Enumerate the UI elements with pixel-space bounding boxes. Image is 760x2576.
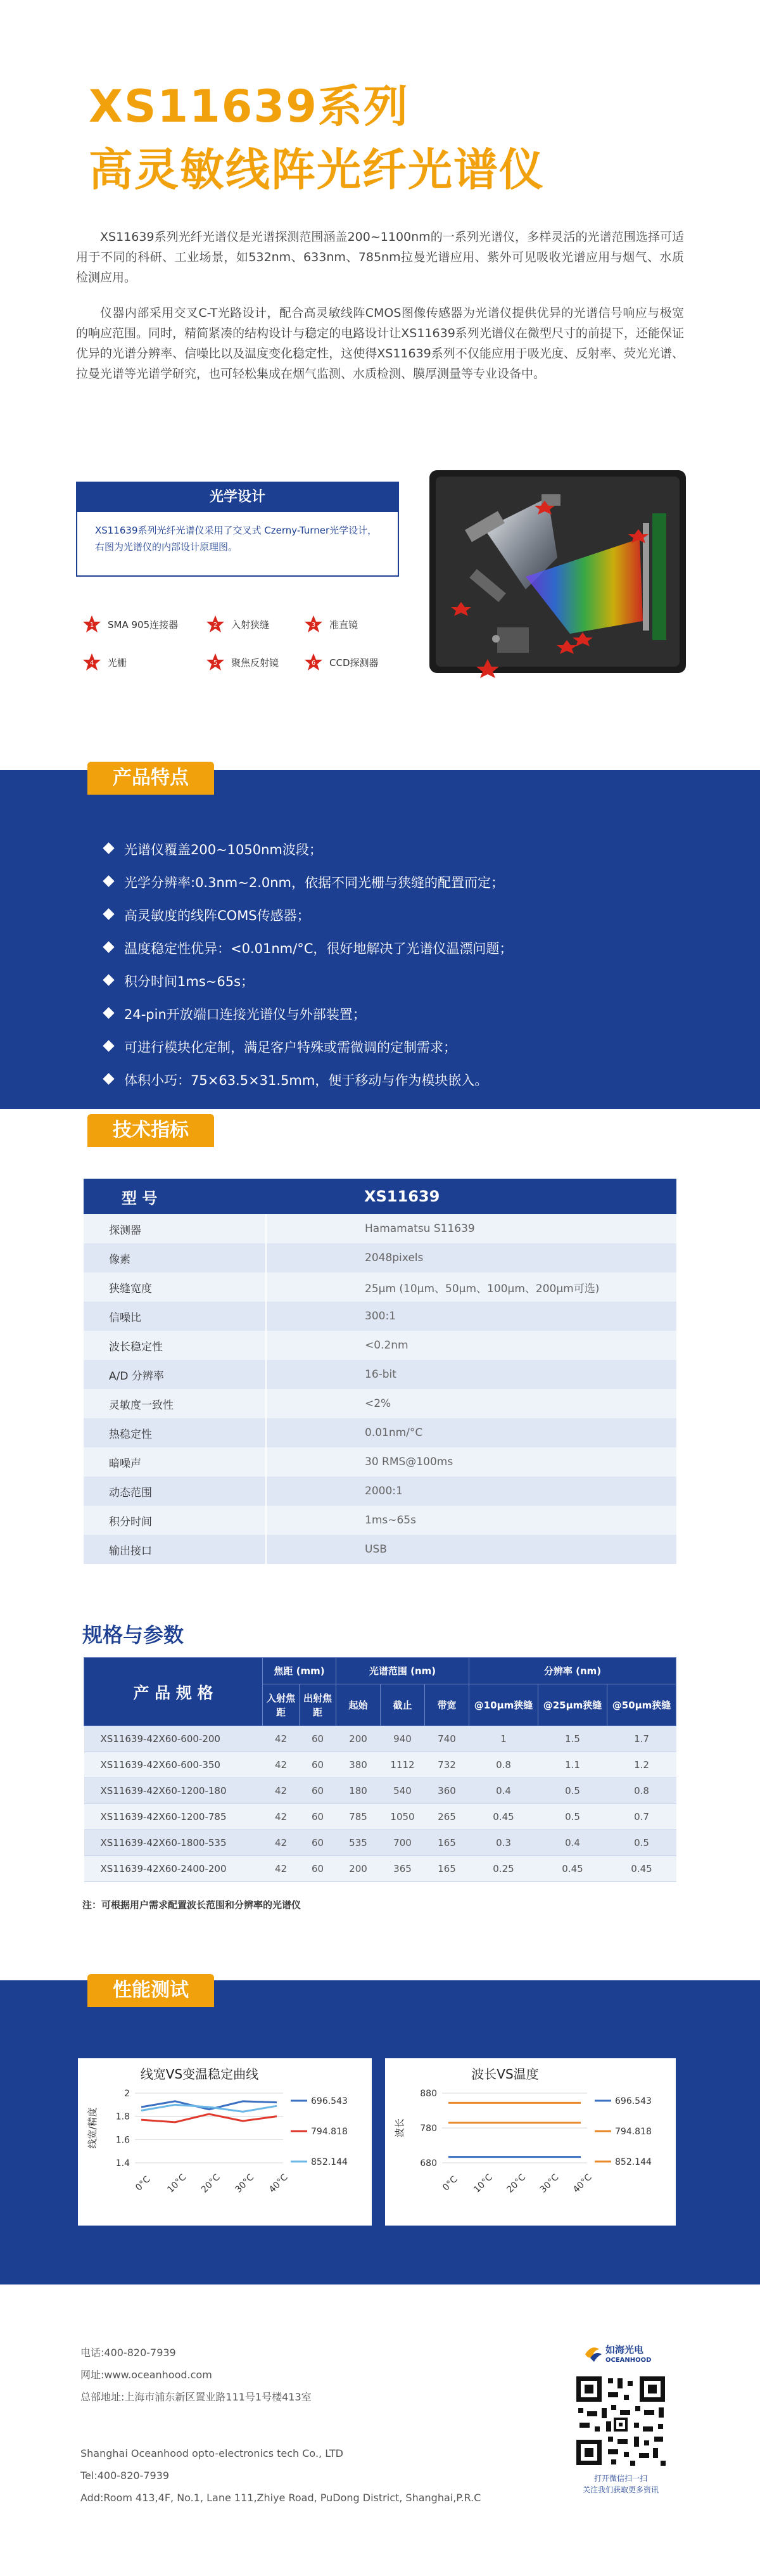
legend-label: CCD探测器 xyxy=(329,657,379,669)
x-tick-label: 10°C xyxy=(472,2172,495,2195)
footer-addr-en: Add:Room 413,4F, No.1, Lane 111,Zhiye Road, PuDong District, Shanghai,P.R.C xyxy=(80,2492,481,2504)
diamond-bullet-icon xyxy=(103,875,114,887)
feature-item: 24-pin开放端口连接光谱仪与外部装置； xyxy=(104,998,674,1031)
table-row: XS11639-42X60-1200-785 42 60 785 1050 265 0.45 0.5 0.7 xyxy=(84,1804,676,1830)
table-row: 热稳定性 0.01nm/°C xyxy=(84,1418,676,1447)
legend-label: 准直镜 xyxy=(329,618,358,631)
company-logo xyxy=(583,2342,659,2367)
y-tick-label: 2 xyxy=(124,2089,130,2099)
params-header-range: 光谱范围 (nm) xyxy=(336,1658,469,1684)
x-tick-label: 20°C xyxy=(199,2172,222,2195)
table-row: XS11639-42X60-1200-180 42 60 180 540 360 0.4 0.5 0.8 xyxy=(84,1778,676,1804)
legend-label: 聚焦反射镜 xyxy=(231,657,279,669)
table-row: 动态范围 2000:1 xyxy=(84,1477,676,1506)
performance-tag: 性能测试 xyxy=(87,1974,214,2007)
svg-text:5: 5 xyxy=(213,660,218,667)
legend-item xyxy=(206,653,279,672)
marker-2-icon xyxy=(206,615,225,634)
params-header-res: 分辨率 (nm) xyxy=(469,1658,676,1684)
table-row: XS11639-42X60-1800-535 42 60 535 700 165 0.3 0.4 0.5 xyxy=(84,1830,676,1856)
diamond-bullet-icon xyxy=(103,1007,114,1018)
diamond-bullet-icon xyxy=(103,974,114,985)
table-row: 像素 2048pixels xyxy=(84,1243,676,1272)
spectrometer-diagram xyxy=(424,469,690,678)
y-tick-label: 780 xyxy=(420,2124,437,2134)
y-tick-label: 1.8 xyxy=(115,2111,130,2122)
optical-design-box xyxy=(76,482,399,577)
x-tick-label: 0°C xyxy=(441,2174,460,2193)
legend-item xyxy=(304,653,379,672)
legend-label: 入射狭缝 xyxy=(231,618,270,631)
params-header-focal: 焦距 (mm) xyxy=(263,1658,336,1684)
params-table xyxy=(84,1657,676,1882)
chart-svg xyxy=(78,2058,372,2226)
svg-text:OCEANHOOD: OCEANHOOD xyxy=(605,2357,652,2364)
feature-item: 光学分辨率:0.3nm~2.0nm，依据不同光栅与狭缝的配置而定； xyxy=(104,866,674,899)
qr-caption-2: 关注我们获取更多资讯 xyxy=(582,2485,659,2494)
diamond-bullet-icon xyxy=(103,1073,114,1084)
feature-item: 光谱仪覆盖200~1050nm波段； xyxy=(104,833,674,866)
svg-text:如海光电: 如海光电 xyxy=(605,2344,644,2355)
legend-label: 794.818 xyxy=(615,2127,652,2137)
features-tag: 产品特点 xyxy=(87,762,214,795)
features-list xyxy=(104,833,674,1097)
optical-design-heading: 光学设计 xyxy=(77,483,398,512)
optical-design-text: XS11639系列光纤光谱仪采用了交叉式 Czerny-Turner光学设计，右图为光谱仪的内部设计原理图。 xyxy=(95,525,377,553)
legend-label: 696.543 xyxy=(311,2096,348,2106)
series-line xyxy=(141,2114,277,2122)
marker-3-icon xyxy=(304,615,323,634)
table-row: 积分时间 1ms~65s xyxy=(84,1506,676,1535)
feature-item: 可进行模块化定制，满足客户特殊或需微调的定制需求； xyxy=(104,1031,674,1064)
y-axis-label: 波长 xyxy=(394,2118,405,2138)
svg-text:4: 4 xyxy=(89,660,94,667)
marker-4-icon xyxy=(82,653,101,672)
x-tick-label: 40°C xyxy=(571,2172,594,2195)
footer-web[interactable]: 网址:www.oceanhood.com xyxy=(80,2369,212,2381)
svg-text:6: 6 xyxy=(311,660,316,667)
feature-item: 积分时间1ms~65s； xyxy=(104,965,674,998)
marker-6-icon xyxy=(304,653,323,672)
x-tick-label: 30°C xyxy=(538,2172,561,2195)
svg-text:1: 1 xyxy=(89,622,94,629)
legend-label: 794.818 xyxy=(311,2127,348,2137)
diamond-bullet-icon xyxy=(103,1040,114,1051)
table-row: 灵敏度一致性 <2% xyxy=(84,1389,676,1418)
diamond-bullet-icon xyxy=(103,908,114,920)
x-tick-label: 40°C xyxy=(267,2172,290,2195)
y-tick-label: 1.4 xyxy=(115,2158,130,2169)
table-row: 信噪比 300:1 xyxy=(84,1302,676,1331)
table-row: 波长稳定性 <0.2nm xyxy=(84,1331,676,1360)
x-tick-label: 0°C xyxy=(134,2174,153,2193)
table-row: 狭缝宽度 25μm (10μm、50μm、100μm、200μm可选) xyxy=(84,1272,676,1302)
marker-5-icon xyxy=(206,653,225,672)
chart-title: 波长VS温度 xyxy=(471,2067,539,2082)
table-row: XS11639-42X60-600-200 42 60 200 940 740 1 1.5 1.7 xyxy=(84,1726,676,1752)
specs-tag: 技术指标 xyxy=(87,1114,214,1147)
svg-text:3: 3 xyxy=(311,622,316,629)
footer-phone: 电话:400-820-7939 xyxy=(80,2347,176,2359)
series-line xyxy=(141,2101,277,2110)
x-tick-label: 10°C xyxy=(165,2172,189,2195)
legend-item xyxy=(304,615,358,634)
legend-label: 852.144 xyxy=(615,2157,652,2167)
y-axis-label: 线宽/精度 xyxy=(87,2107,98,2149)
chart-wavelength-vs-temp xyxy=(383,2056,678,2227)
page-title-line2: 高灵敏线阵光纤光谱仪 xyxy=(89,144,545,196)
table-row: 输出接口 USB xyxy=(84,1535,676,1564)
page-title-line1: XS11639系列 xyxy=(89,80,409,132)
feature-item: 温度稳定性优异：<0.01nm/°C，很好地解决了光谱仪温漂问题； xyxy=(104,932,674,965)
legend-label: 852.144 xyxy=(311,2157,348,2167)
diamond-bullet-icon xyxy=(103,941,114,952)
spec-table xyxy=(84,1179,676,1564)
logo-icon xyxy=(583,2342,659,2367)
legend-label: 696.543 xyxy=(615,2096,652,2106)
chart-title: 线宽VS变温稳定曲线 xyxy=(140,2067,259,2082)
qr-caption-1: 打开微信扫一扫 xyxy=(593,2474,647,2483)
table-row: 探测器 Hamamatsu S11639 xyxy=(84,1214,676,1243)
legend-label: 光栅 xyxy=(108,657,127,669)
y-tick-label: 880 xyxy=(420,2089,437,2099)
params-note: 注：可根据用户需求配置波长范围和分辨率的光谱仪 xyxy=(82,1899,301,1911)
spec-header-row xyxy=(84,1179,676,1214)
intro-paragraph-1: XS11639系列光纤光谱仪是光谱探测范围涵盖200~1100nm的一系列光谱仪，多样灵活的光谱范围选择可适用于不同的科研、工业场景，如532nm、633nm、785nm拉曼光谱应用、紫外可见吸收光谱应用与烟气、水质检测应用。 xyxy=(76,230,684,285)
y-tick-label: 680 xyxy=(420,2158,437,2169)
diamond-bullet-icon xyxy=(103,842,114,854)
marker-1-icon xyxy=(82,615,101,634)
legend-item xyxy=(206,615,269,634)
spec-header-value: XS11639 xyxy=(266,1179,676,1214)
chart-svg xyxy=(385,2058,676,2226)
table-row: A/D 分辨率 16-bit xyxy=(84,1360,676,1389)
footer-tel-en: Tel:400-820-7939 xyxy=(80,2470,170,2482)
x-tick-label: 30°C xyxy=(233,2172,256,2195)
y-tick-label: 1.6 xyxy=(115,2135,130,2146)
table-row: XS11639-42X60-600-350 42 60 380 1112 732 0.8 1.1 1.2 xyxy=(84,1752,676,1778)
spec-header-model: 型 号 xyxy=(84,1179,266,1214)
params-header-main: 产 品 规 格 xyxy=(84,1658,263,1726)
feature-item: 高灵敏度的线阵COMS传感器； xyxy=(104,899,674,932)
x-tick-label: 20°C xyxy=(505,2172,528,2195)
footer-company-en: Shanghai Oceanhood opto-electronics tech Co., LTD xyxy=(80,2447,343,2459)
chart-linewidth-vs-temp xyxy=(76,2056,374,2227)
footer-address: 总部地址:上海市浦东新区置业路111号1号楼413室 xyxy=(80,2391,312,2403)
table-row: XS11639-42X60-2400-200 42 60 200 365 165 0.25 0.45 0.45 xyxy=(84,1856,676,1882)
legend-item xyxy=(82,653,127,672)
params-header-row xyxy=(84,1658,676,1684)
table-row: 暗噪声 30 RMS@100ms xyxy=(84,1447,676,1477)
intro-text xyxy=(76,227,684,399)
intro-paragraph-2: 仪器内部采用交叉C-T光路设计，配合高灵敏线阵CMOS图像传感器为光谱仪提供优异的光谱信号响应与极宽的响应范围。同时，精简紧凑的结构设计与稳定的电路设计让XS11639系列光谱仪在微型尺寸的前提下，还能保证优异的光谱分辨率、信噪比以及温度变化稳定性，这使得XS11639系列不仅能应用于吸光度、反射率、荧光光谱、拉曼光谱等光谱学研究，也可轻松集成在烟气监测、水质检测、膜厚测量等专业设备中。 xyxy=(76,306,684,381)
params-title: 规格与参数 xyxy=(82,1623,184,1647)
feature-item: 体积小巧：75×63.5×31.5mm，便于移动与作为模块嵌入。 xyxy=(104,1064,674,1097)
legend-label: SMA 905连接器 xyxy=(108,618,179,631)
legend-item xyxy=(82,615,178,634)
svg-text:2: 2 xyxy=(213,622,218,629)
params-subheader-row: 入射焦距 出射焦距 起始 截止 带宽 @10μm狭缝 @25μm狭缝 @50μm狭缝 xyxy=(84,1684,676,1726)
series-line xyxy=(141,2105,277,2111)
qr-code[interactable] xyxy=(573,2373,668,2468)
